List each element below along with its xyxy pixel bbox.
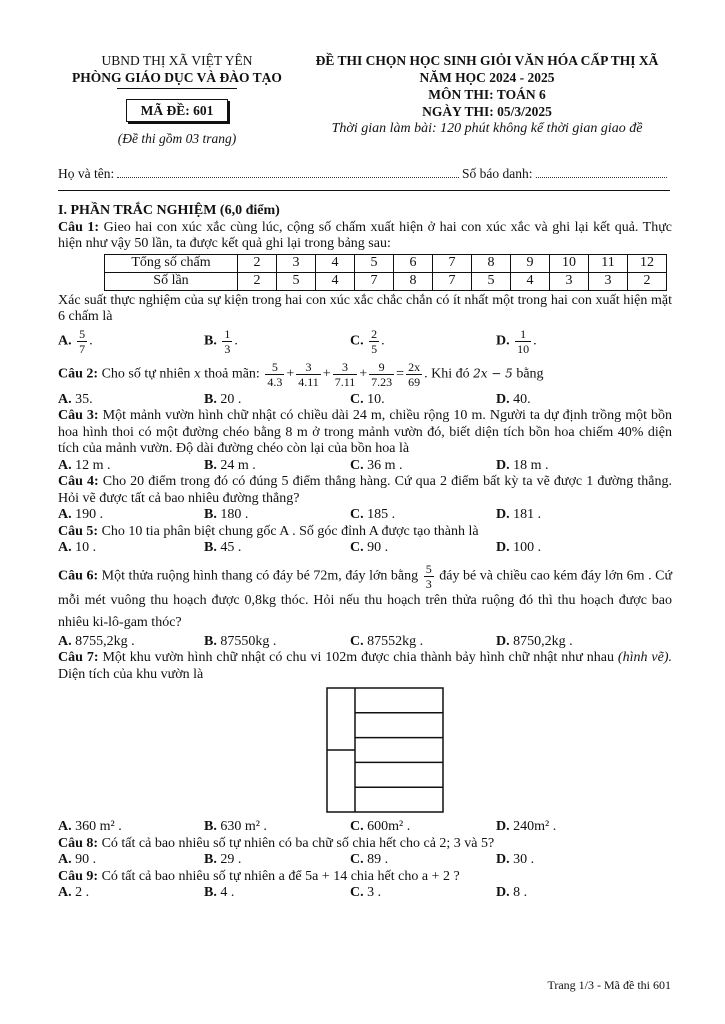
exam-title: ĐỀ THI CHỌN HỌC SINH GIỎI VĂN HÓA CẤP THỊ XÃ — [315, 53, 659, 68]
question-1-text2: Xác suất thực nghiệm của sự kiện trong hai con xúc xắc chắc chắn có ít nhất một trong hai con xuất hiện mặt 6 chấm là — [58, 292, 672, 324]
header-left — [58, 52, 296, 147]
option-c[interactable]: C. 36 m . — [350, 457, 403, 473]
option-d[interactable]: D. 8750,2kg . — [496, 633, 573, 649]
question-3: Câu 3: Một mảnh vườn hình chữ nhật có chiều dài 24 m, chiều rộng 10 m. Người ta dự định trồng một bồn hoa hình thoi có một đường chéo bằng 8 m ở trong mảnh vườn đó, biết diện tích bồn hoa chiếm 40% diện tích của mảnh vườn. Độ dài đường chéo còn lại của bồn hoa là — [58, 408, 673, 456]
options-q9 — [58, 885, 672, 902]
option-a[interactable]: A. 2 . — [58, 885, 90, 900]
table-row: Tổng số chấm 2 3 4 5 6 7 8 9 10 11 12 — [105, 254, 667, 272]
question-4: Câu 4: Cho 20 điểm trong đó có đúng 5 điểm thẳng hàng. Cứ qua 2 điểm bất kỳ ta vẽ được 1 đường thẳng. Hỏi vẽ được tất cả bao nhiêu đường thẳng? — [58, 474, 673, 506]
option-b[interactable]: B. 180 . — [204, 507, 249, 522]
option-d[interactable]: D. 40. — [496, 391, 531, 407]
student-info-line — [58, 166, 670, 182]
page-footer: Trang 1/3 - Mã đề thi 601 — [547, 978, 671, 992]
option-b[interactable]: B. 29 . — [204, 852, 242, 867]
exam-date: NGÀY THI: 05/3/2025 — [422, 104, 552, 119]
option-d[interactable]: D. $\frac{1}{10}$ . — [496, 326, 537, 356]
question-6: Câu 6: Một thửa ruộng hình thang có đáy bé 72m, đáy lớn bằng $\frac{5}{3}$ đáy bé và chiều cao kém đáy lớn 6m . Cứ mỗi mét vuông thu hoạch được 0,8kg thóc. Hỏi nếu thu hoạch trên thửa ruộng đó thì thu hoạch được bao nhiêu ki-lô-gam thóc? — [58, 561, 673, 630]
id-field[interactable] — [536, 166, 667, 178]
name-label: Họ và tên: — [58, 166, 115, 181]
pages-note: (Đề thi gồm 03 trang) — [117, 131, 237, 146]
option-d[interactable]: D. 8 . — [496, 885, 528, 900]
org-line2: PHÒNG GIÁO DỤC VÀ ĐÀO TẠO — [72, 70, 282, 85]
exam-duration: Thời gian làm bài: 120 phút không kể thời gian giao đề — [331, 121, 643, 136]
section-title: I. PHẦN TRẮC NGHIỆM (6,0 điểm) — [58, 203, 280, 218]
option-c[interactable]: C. 87552kg . — [350, 633, 424, 649]
options-q4 — [58, 507, 672, 524]
frequency-table — [104, 254, 667, 291]
options-q1 — [58, 328, 672, 355]
option-b[interactable]: B. $\frac{1}{3}$ . — [204, 326, 238, 356]
exam-content — [58, 203, 672, 902]
org-line1: UBND THỊ XÃ VIỆT YÊN — [101, 53, 253, 68]
question-9: Câu 9: Có tất cả bao nhiêu số tự nhiên a để 5a + 14 chia hết cho a + 2 ? — [58, 868, 460, 884]
option-a[interactable]: A. 90 . — [58, 852, 97, 867]
option-a[interactable]: A. $\frac{5}{7}$ . — [58, 326, 93, 356]
option-b[interactable]: B. 4 . — [204, 885, 235, 900]
option-c[interactable]: C. 600m² . — [350, 819, 411, 834]
option-a[interactable]: A. 8755,2kg . — [58, 633, 135, 649]
options-q3 — [58, 458, 672, 475]
option-b[interactable]: B. 24 m . — [204, 457, 256, 473]
option-b[interactable]: B. 630 m² . — [204, 819, 267, 834]
id-label: Số báo danh: — [462, 166, 533, 181]
question-7: Câu 7: Một khu vườn hình chữ nhật có chu vi 102m được chia thành bảy hình chữ nhật như nhau (hình vẽ). Diện tích của khu vườn là — [58, 650, 672, 682]
exam-year: NĂM HỌC 2024 - 2025 — [419, 70, 555, 85]
option-d[interactable]: D. 18 m . — [496, 457, 549, 473]
option-a[interactable]: A. 360 m² . — [58, 819, 122, 834]
garden-diagram — [326, 687, 444, 813]
option-d[interactable]: D. 100 . — [496, 540, 542, 555]
exam-subject: MÔN THI: TOÁN 6 — [428, 87, 546, 102]
question-2: Câu 2: Cho số tự nhiên x thoả mãn: $\frac{5}{4.3}$ + $\frac{3}{4.11}$ + $\frac{3}{7.11}$ + $\frac{9}{7.23}$ = $\frac{2x}{69}$ . Khi đó 2x − 5 bằng — [58, 359, 544, 389]
garden-figure — [326, 687, 444, 813]
options-q2 — [58, 392, 672, 409]
table-row: Số lần 2 5 4 7 8 7 5 4 3 3 2 — [105, 272, 667, 290]
option-b[interactable]: B. 87550kg . — [204, 633, 277, 649]
exam-code-box: MÃ ĐỀ: 601 — [126, 99, 229, 122]
question-8: Câu 8: Có tất cả bao nhiêu số tự nhiên có ba chữ số chia hết cho cả 2; 3 và 5? — [58, 835, 495, 851]
name-field[interactable] — [117, 166, 459, 178]
question-1: Câu 1: Gieo hai con xúc xắc cùng lúc, cộng số chấm xuất hiện ở hai con xúc xắc và ghi lại kết quả. Thực hiện như vậy 50 lần, ta được kết quả ghi lại trong bảng sau: — [58, 219, 673, 251]
option-a[interactable]: A. 12 m . — [58, 457, 111, 473]
option-d[interactable]: D. 240m² . — [496, 819, 557, 834]
option-c[interactable]: C. 90 . — [350, 540, 389, 555]
option-c[interactable]: C. 185 . — [350, 507, 396, 522]
options-q6 — [58, 634, 672, 651]
options-q8 — [58, 852, 672, 869]
option-c[interactable]: C. 89 . — [350, 852, 389, 867]
option-d[interactable]: D. 181 . — [496, 507, 542, 522]
header-right — [302, 52, 672, 137]
option-a[interactable]: A. 190 . — [58, 507, 104, 522]
org-underline — [117, 88, 237, 89]
option-a[interactable]: A. 35. — [58, 391, 93, 407]
options-q5 — [58, 540, 672, 557]
option-c[interactable]: C. $\frac{2}{5}$ . — [350, 326, 385, 356]
header-rule — [58, 190, 670, 191]
option-c[interactable]: C. 3 . — [350, 885, 382, 900]
option-a[interactable]: A. 10 . — [58, 540, 97, 555]
option-c[interactable]: C. 10. — [350, 391, 385, 407]
question-5: Câu 5: Cho 10 tia phân biệt chung gốc A . Số góc đỉnh A được tạo thành là — [58, 523, 479, 539]
options-q7 — [58, 819, 672, 836]
option-d[interactable]: D. 30 . — [496, 852, 535, 867]
option-b[interactable]: B. 45 . — [204, 540, 242, 555]
option-b[interactable]: B. 20 . — [204, 391, 242, 407]
